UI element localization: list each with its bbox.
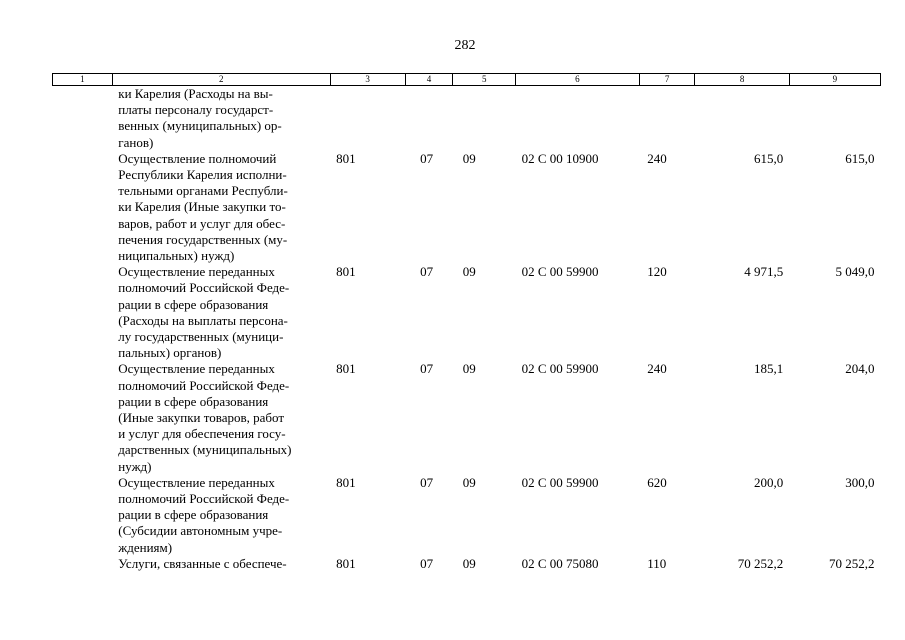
table-row xyxy=(53,556,881,572)
subsection-code: 09 xyxy=(462,150,476,166)
amount-year-2: 300,0 xyxy=(845,474,875,490)
section-code: 07 xyxy=(420,264,434,280)
amount-year-2: 615,0 xyxy=(845,150,875,166)
header-col-5: 5 xyxy=(453,74,516,86)
table-body xyxy=(53,86,881,573)
table-row xyxy=(53,86,881,151)
amount-year-2 xyxy=(789,86,880,151)
target-article-code: 02 С 00 59900 xyxy=(521,474,599,490)
target-article-code: 02 С 00 75080 xyxy=(521,555,599,571)
section-code: 07 xyxy=(420,361,434,377)
expense-type-code: 240 xyxy=(647,361,667,377)
section-code: 07 xyxy=(420,555,434,571)
ministry-code xyxy=(330,86,405,151)
amount-year-1: 200,0 xyxy=(753,474,784,490)
target-article-code: 02 С 00 59900 xyxy=(521,264,599,280)
target-article-code: 02 С 00 59900 xyxy=(521,361,599,377)
amount-year-1: 615,0 xyxy=(753,150,784,166)
item-name: Осуществление переданных полномочий Российской Феде- рации в сфере образования (Иные закупки товаров, работ и услуг для обеспечения госу- дарственных (муниципальных) нужд) xyxy=(118,361,292,474)
subsection-code: 09 xyxy=(462,264,476,280)
ministry-code: 801 xyxy=(336,474,356,490)
item-name: Осуществление полномочий Республики Карелия исполни- тельными органами Республи- ки Карелия (Иные закупки то- варов, работ и услуг для обес- печения государственных (му- ниципальных) нужд) xyxy=(118,150,288,264)
row-number-cell xyxy=(53,151,113,264)
header-row xyxy=(53,74,881,86)
section-code: 07 xyxy=(420,150,434,166)
amount-year-1: 4 971,5 xyxy=(744,264,784,280)
subsection-code: 09 xyxy=(462,474,476,490)
ministry-code: 801 xyxy=(336,361,356,377)
page-number: 282 xyxy=(454,38,476,53)
item-name: Услуги, связанные с обеспече- xyxy=(118,555,287,571)
expense-type-code: 120 xyxy=(647,264,667,280)
ministry-code: 801 xyxy=(336,150,356,166)
amount-year-1: 70 252,2 xyxy=(737,555,784,571)
header-col-6: 6 xyxy=(516,74,640,86)
expense-type-code: 620 xyxy=(647,474,667,490)
budget-table xyxy=(52,73,881,572)
amount-year-2: 70 252,2 xyxy=(829,555,875,571)
target-article-code: 02 С 00 10900 xyxy=(521,150,599,166)
table-row xyxy=(53,151,881,264)
expense-type-code xyxy=(639,86,695,151)
header-col-8: 8 xyxy=(695,74,789,86)
subsection-code: 09 xyxy=(462,555,476,571)
header-col-7: 7 xyxy=(639,74,695,86)
target-article-code xyxy=(516,86,640,151)
section-code xyxy=(405,86,453,151)
ministry-code: 801 xyxy=(336,264,356,280)
item-name: Осуществление переданных полномочий Российской Феде- рации в сфере образования (Расходы на выплаты персона- лу государственных (муници- пальных) органов) xyxy=(118,264,290,361)
item-name: Осуществление переданных полномочий Российской Феде- рации в сфере образования (Субсидии автономным учре- ждениям) xyxy=(118,474,290,555)
header-col-3: 3 xyxy=(330,74,405,86)
row-number-cell xyxy=(53,556,113,572)
header-col-2: 2 xyxy=(112,74,330,86)
amount-year-1: 185,1 xyxy=(753,361,784,377)
expense-type-code: 240 xyxy=(647,150,667,166)
row-number-cell xyxy=(53,86,113,151)
table-header xyxy=(53,74,881,86)
amount-year-2: 5 049,0 xyxy=(835,264,875,280)
header-col-9: 9 xyxy=(789,74,880,86)
row-number-cell xyxy=(53,475,113,556)
amount-year-1 xyxy=(695,86,789,151)
header-col-4: 4 xyxy=(405,74,453,86)
row-number-cell xyxy=(53,264,113,361)
header-col-1: 1 xyxy=(53,74,113,86)
table-row xyxy=(53,361,881,474)
ministry-code: 801 xyxy=(336,555,356,571)
section-code: 07 xyxy=(420,474,434,490)
subsection-code: 09 xyxy=(462,361,476,377)
item-name: ки Карелия (Расходы на вы- платы персоналу государст- венных (муниципальных) ор- ганов) xyxy=(118,86,282,150)
expense-type-code: 110 xyxy=(647,555,667,571)
row-number-cell xyxy=(53,361,113,474)
table-row xyxy=(53,475,881,556)
table-row xyxy=(53,264,881,361)
subsection-code xyxy=(453,86,516,151)
amount-year-2: 204,0 xyxy=(845,361,875,377)
